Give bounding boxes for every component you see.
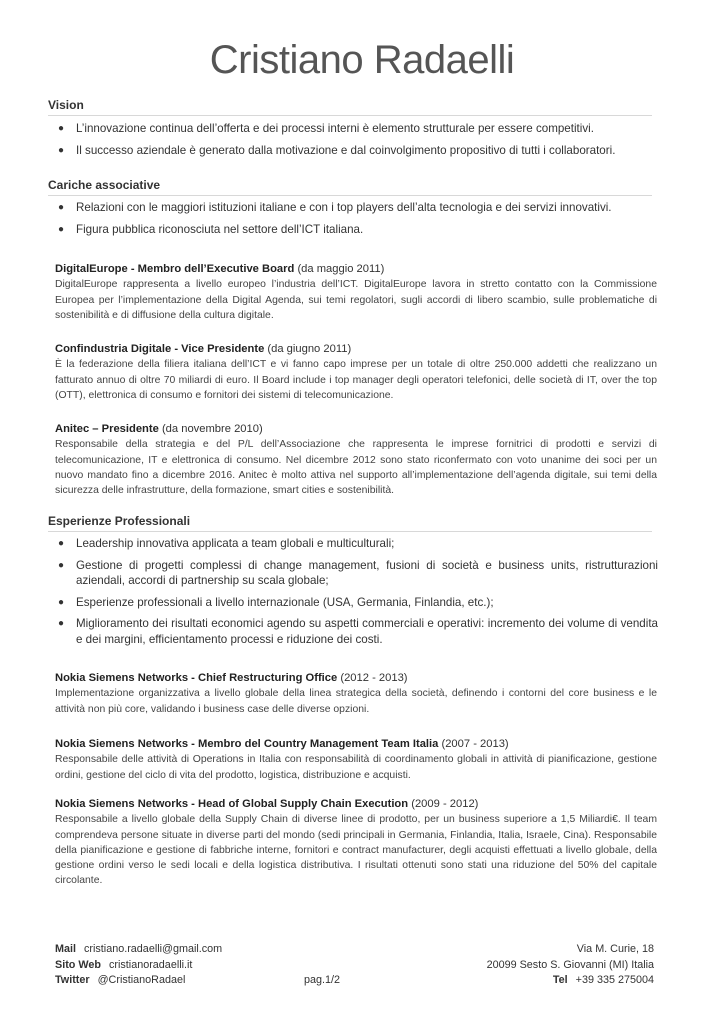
section-heading-esperienze: Esperienze Professionali (48, 514, 652, 532)
web-link[interactable]: cristianoradaelli.it (109, 958, 193, 971)
entry-confindustria (55, 342, 657, 403)
entry-nsn-restructuring (55, 671, 657, 717)
entry-anitec (55, 422, 657, 498)
entry-title: Confindustria Digitale - Vice Presidente (55, 343, 265, 355)
list-item: ● Leadership innovativa applicata a team globali e multiculturali; (58, 537, 395, 550)
entry-title: Nokia Siemens Networks - Head of Global Supply Chain Execution (55, 798, 409, 810)
list-item: ● Figura pubblica riconosciuta nel settore dell’ICT italiana. (58, 222, 364, 236)
entry-dates: (2007 - 2013) (441, 738, 509, 750)
footer-contacts (55, 942, 222, 989)
cariche-list (58, 200, 658, 243)
entry-dates: (2009 - 2012) (411, 798, 479, 810)
entry-body: Responsabile della strategia e del P/L dell’Associazione che rappresenta le imprese fornitrici di prodotti e servizi di telecomunicazione, IT e elettronica di consumo. Nel dicembre 2012 sono stato riconfermato con voto unanime dei soci per un nuovo mandato fino a dicembre 2016. Anitec è molto attiva nel supporto all’implementazione dell’agenda digitale, sui temi della sicurezza delle infrastrutture, della formazione, smart cities e sostenibilità. (55, 439, 657, 497)
vision-list (58, 121, 658, 164)
bullet-icon: ● (58, 596, 65, 608)
twitter-label: Twitter (55, 974, 90, 986)
list-item: ● Esperienze professionali a livello internazionale (USA, Germania, Finlandia, etc.); (58, 595, 494, 609)
list-item: ● Il successo aziendale è generato dalla motivazione e dal coinvolgimento propositivo di tutti i collaboratori. (58, 143, 616, 157)
entry-dates: (2012 - 2013) (340, 672, 408, 684)
esperienze-list (58, 536, 658, 653)
entry-dates: (da giugno 2011) (267, 343, 352, 355)
twitter-link[interactable]: @CristianoRadael (97, 974, 186, 986)
address-line: Via M. Curie, 18 (576, 943, 654, 955)
bullet-icon: ● (58, 559, 65, 571)
tel-label: Tel (552, 974, 568, 986)
entry-dates: (da maggio 2011) (297, 263, 385, 275)
entry-digitaleurope (55, 262, 657, 323)
entry-title: Nokia Siemens Networks - Membro del Country Management Team Italia (55, 738, 439, 750)
list-item: ● Miglioramento dei risultati economici agendo su aspetti commerciali e operativi: incremento dei volume di vendita e dei margini, efficientamento processi e riduzione dei costi. (58, 617, 658, 646)
entry-body: Implementazione organizzativa a livello globale della linea strategica della società, definendo i contorni del core business e le attività non più core, validando i business case delle diverse opzioni. (55, 688, 657, 715)
bullet-icon: ● (58, 144, 65, 156)
footer-address (487, 942, 654, 989)
page-number: pag.1/2 (304, 974, 341, 986)
entry-body: È la federazione della filiera italiana dell’ICT e vi fanno capo imprese per un totale di oltre 250.000 addetti che realizzano un fatturato annuo di oltre 70 miliardi di euro. Il Board include i top manager degli operatori telefonici, delle società di IT, over the top (OTT), elettronica di consumo e fornitori dei sistemi di telecomunicazione. (55, 359, 657, 401)
entry-body: Responsabile delle attività di Operations in Italia con responsabilità di coordinamento globali in attività di pianificazione, gestione ordini, gestione del ciclo di vita del prodotto, logistica, distribuzione e acquisti. (55, 754, 657, 781)
bullet-icon: ● (58, 538, 65, 549)
list-item: ● Gestione di progetti complessi di change management, fusioni di società e business units, ristrutturazioni aziendali, accordi di partnership su scala globale; (58, 558, 658, 587)
entry-title: Nokia Siemens Networks - Chief Restructuring Office (55, 672, 338, 684)
entry-title: Anitec – Presidente (55, 423, 159, 435)
bullet-icon: ● (58, 618, 65, 629)
entry-title: DigitalEurope - Membro dell’Executive Board (55, 263, 295, 275)
mail-link[interactable]: cristiano.radaelli@gmail.com (84, 943, 223, 955)
page-title: Cristiano Radaelli (209, 38, 515, 82)
list-item: ● Relazioni con le maggiori istituzioni italiane e con i top players dell’alta tecnologia e dei servizi innovativi. (58, 201, 612, 214)
entry-body: DigitalEurope rappresenta a livello europeo l’industria dell’ICT. DigitalEurope lavora in stretto contatto con la Commissione Europea per l’implementazione della Digital Agenda, sui temi regolatori, sugli accordi di libero scambio, sulle problematiche di sostenibilità e di diffusione della cultura digitale. (55, 279, 657, 321)
entry-dates: (da novembre 2010) (161, 423, 263, 435)
address-line: 20099 Sesto S. Giovanni (MI) Italia (486, 958, 654, 971)
section-heading-vision: Vision (48, 98, 652, 116)
section-heading-cariche: Cariche associative (48, 178, 652, 196)
mail-label: Mail (55, 943, 76, 955)
list-item: ● L’innovazione continua dell’offerta e dei processi interni è elemento strutturale per essere competitivi. (58, 122, 594, 135)
entry-body: Responsabile a livello globale della Supply Chain di diverse linee di prodotto, per un business superiore a 1,5 Miliardi€. Il team comprendeva persone situate in diverse parti del mondo (sedi principali in Germania, Finlandia, Italia, Israele, Cina). Responsabile della pianificazione e gestione di fabbriche interne, fornitori e contract manufacturer, degli acquisti effettuati a livello globale, della gestione ordini verso le sedi locali e della logistica distributiva. I risultati ottenuti sono stati una riduzione del 50% del capitale circolante. (55, 814, 657, 887)
entry-nsn-country-management (55, 737, 657, 783)
entry-nsn-supply-chain (55, 797, 657, 889)
web-label: Sito Web (55, 958, 101, 971)
tel-value[interactable]: +39 335 275004 (575, 974, 654, 986)
bullet-icon: ● (58, 223, 65, 235)
bullet-icon: ● (58, 123, 65, 134)
bullet-icon: ● (58, 202, 65, 213)
